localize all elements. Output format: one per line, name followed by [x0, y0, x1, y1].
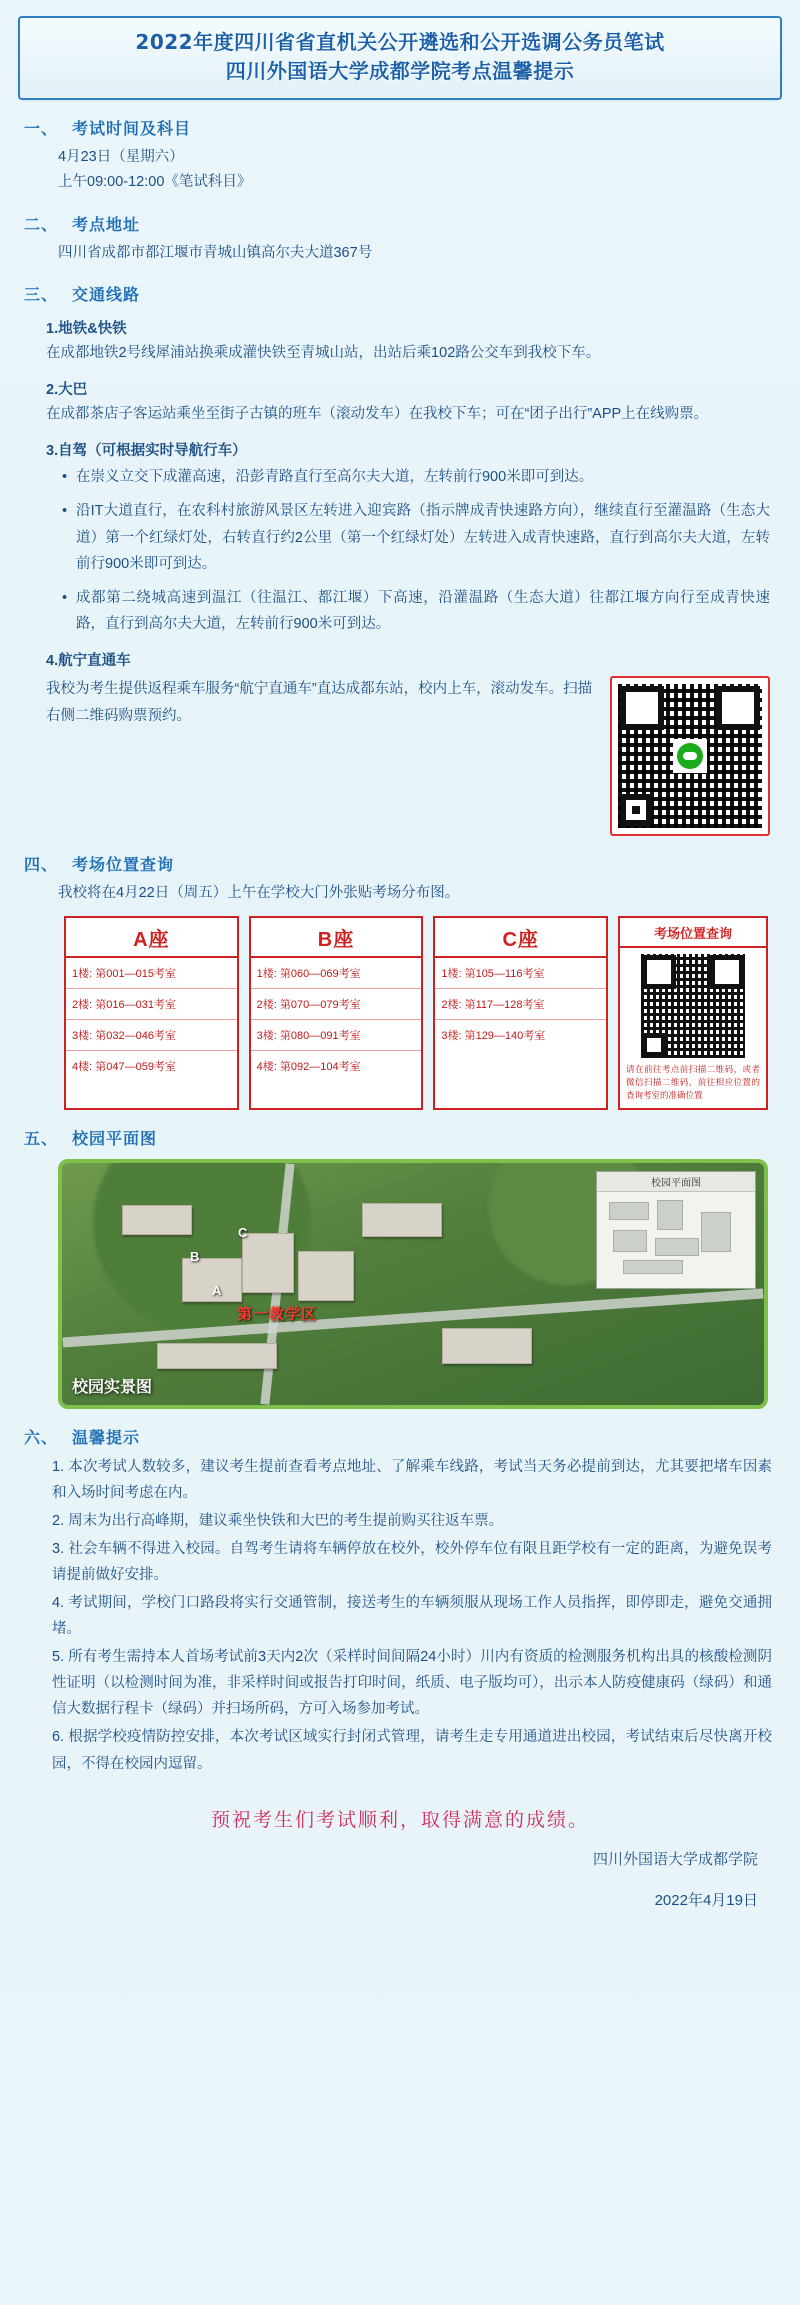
- campus-photo-map: [58, 1159, 768, 1409]
- exam-date: 4月23日（星期六）: [58, 149, 184, 165]
- room-card-a-title: A座: [66, 918, 237, 958]
- room-card-b: [249, 916, 424, 1109]
- campus-plan-inset-title: 校园平面图: [597, 1172, 755, 1192]
- tips-list: [18, 1454, 782, 1777]
- header-banner: [18, 16, 782, 100]
- section-1-number: 一、: [24, 121, 59, 138]
- map-building: [362, 1203, 442, 1237]
- map-building: [157, 1343, 277, 1369]
- transit-bus-body: 在成都茶店子客运站乘坐至街子古镇的班车（滚动发车）在我校下车；可在“团子出行”APP上在线购票。: [46, 406, 709, 423]
- list-item: 1. 本次考试人数较多，建议考生提前查看考点地址、了解乘车线路，考试当天务必提前到达，尤其要把堵车因素和入场时间考虑在内。: [52, 1458, 772, 1501]
- map-label-a: A: [212, 1282, 222, 1298]
- table-row: 3楼: 第080—091考室: [251, 1020, 422, 1051]
- transit-drive-heading: 3.自驾（可根据实时导航行车）: [46, 443, 247, 460]
- table-row: 2楼: 第070—079考室: [251, 989, 422, 1020]
- section-6-title: [24, 1425, 782, 1448]
- table-row: 2楼: 第117—128考室: [435, 989, 606, 1020]
- section-2-heading: 考点地址: [72, 216, 141, 234]
- section-2-title: [24, 212, 782, 235]
- section-5-number: 五、: [24, 1130, 59, 1148]
- venue-address: 四川省成都市都江堰市青城山镇高尔夫大道367号: [58, 244, 373, 261]
- seat-lookup-qr-code-icon[interactable]: [641, 954, 745, 1058]
- section-4-number: 四、: [24, 856, 59, 874]
- list-item: 3. 社会车辆不得进入校园。自驾考生请将车辆停放在校外，校外停车位有限且距学校有一定的距离，为避免误考请提前做好安排。: [52, 1540, 772, 1583]
- transit-metro-heading: 1.地铁&快铁: [46, 321, 127, 338]
- exam-room-tables: [64, 916, 768, 1109]
- shuttle-qr-box[interactable]: [610, 676, 770, 836]
- table-row: 1楼: 第105—116考室: [435, 958, 606, 989]
- seat-lookup-card[interactable]: [618, 916, 768, 1109]
- room-card-a: [64, 916, 239, 1109]
- table-row: 1楼: 第060—069考室: [251, 958, 422, 989]
- seat-lookup-note: 请在前往考点前扫描二维码，或者微信扫描二维码，前往相应位置的查询考室的准确位置: [626, 1064, 761, 1100]
- table-row: 3楼: 第129—140考室: [441, 1030, 546, 1043]
- section-3-title: [24, 282, 782, 305]
- campus-plan-inset-body: [597, 1192, 755, 1286]
- list-item: 2. 周末为出行高峰期，建议乘坐快铁和大巴的考生提前购买往返车票。: [52, 1512, 504, 1529]
- table-row: 4楼: 第092—104考室: [256, 1061, 361, 1074]
- seating-chart-notice: 我校将在4月22日（周五）上午在学校大门外张贴考场分布图。: [58, 884, 460, 901]
- map-teaching-area-label: 第一教学区: [237, 1305, 318, 1323]
- shuttle-block: [46, 676, 770, 836]
- section-6-heading: 温馨提示: [72, 1429, 141, 1447]
- map-building: [442, 1328, 532, 1364]
- transit-metro-body: 在成都地铁2号线犀浦站换乘成灌快铁至青城山站，出站后乘102路公交车到我校下车。: [46, 345, 601, 362]
- room-card-c: [433, 916, 608, 1109]
- signature-org: 四川外国语大学成都学院: [592, 1850, 758, 1868]
- table-row: 3楼: 第032—046考室: [66, 1020, 237, 1051]
- list-item: • 在崇义立交下成灌高速，沿彭青路直行至高尔夫大道，左转前行900米即可到达。: [62, 464, 770, 490]
- section-6-number: 六、: [24, 1429, 59, 1447]
- map-building: [242, 1233, 294, 1293]
- room-card-b-title: B座: [251, 918, 422, 958]
- list-item: • 成都第二绕城高速到温江（往温江、都江堰）下高速，沿灌温路（生态大道）往都江堰方向行至成青快速路，直行到高尔夫大道，左转前行900米可到达。: [62, 585, 770, 637]
- banner-line-1: 2022年度四川省省直机关公开遴选和公开选调公务员笔试: [135, 30, 665, 54]
- transit-shuttle-heading: 4.航宁直通车: [46, 652, 131, 669]
- transit-drive-list: [62, 464, 770, 637]
- table-row: 4楼: 第047—059考室: [72, 1061, 176, 1074]
- transit-shuttle-body: 我校为考生提供返程乘车服务“航宁直通车”直达成都东站，校内上车，滚动发车。扫描右侧二维码购票预约。: [46, 680, 593, 724]
- campus-photo-caption: 校园实景图: [72, 1378, 153, 1396]
- signature-date: 2022年4月19日: [654, 1891, 758, 1909]
- section-5-title: [24, 1126, 782, 1149]
- shuttle-qr-code-icon[interactable]: [618, 684, 762, 828]
- section-5-heading: 校园平面图: [72, 1130, 158, 1148]
- map-building: [122, 1205, 192, 1235]
- section-2-number: 二、: [24, 216, 59, 234]
- map-road: [63, 1288, 764, 1347]
- closing-wish: 预祝考生们考试顺利，取得满意的成绩。: [210, 1808, 589, 1831]
- list-item: 6. 根据学校疫情防控安排，本次考试区域实行封闭式管理，请考生走专用通道进出校园，考试结束后尽快离开校园，不得在校园内逗留。: [52, 1729, 772, 1772]
- map-label-b: B: [190, 1248, 200, 1264]
- map-label-c: C: [238, 1224, 248, 1240]
- table-row: 2楼: 第016—031考室: [66, 989, 237, 1020]
- map-building: [298, 1251, 354, 1301]
- section-3-number: 三、: [24, 287, 59, 305]
- section-1-heading: 考试时间及科目: [72, 121, 192, 138]
- exam-time-subject: 上午09:00-12:00《笔试科目》: [58, 174, 252, 191]
- room-card-c-title: C座: [435, 918, 606, 958]
- list-item: 4. 考试期间，学校门口路段将实行交通管制，接送考生的车辆须服从现场工作人员指挥，即停即走，避免交通拥堵。: [52, 1594, 772, 1638]
- table-row: 1楼: 第001—015考室: [66, 958, 237, 989]
- list-item: 5. 所有考生需持本人首场考试前3天内2次（采样时间间隔24小时）川内有资质的检测服务机构出具的核酸检测阴性证明（以检测时间为准，非采样时间或报告打印时间，纸质、电子版均可），出示本人防疫健康码（绿码）和通信大数据行程卡（绿码）并扫场所码，方可入场参加考试。: [52, 1649, 772, 1718]
- section-4-title: [24, 852, 782, 875]
- campus-plan-inset: [596, 1171, 756, 1289]
- seat-lookup-title: 考场位置查询: [620, 918, 766, 948]
- section-1-title: [24, 116, 782, 139]
- section-3-heading: 交通线路: [72, 287, 141, 305]
- transit-bus-heading: 2.大巴: [46, 382, 88, 399]
- banner-line-2: 四川外国语大学成都学院考点温馨提示: [225, 59, 575, 83]
- list-item: • 沿IT大道直行，在农科村旅游风景区左转进入迎宾路（指示牌成青快速路方向），继续直行至灌温路（生态大道）第一个红绿灯处，右转直行约2公里（第一个红绿灯处）左转进入成青快速路，直行到高尔夫大道，左转前行900米即可到达。: [62, 498, 770, 576]
- section-4-heading: 考场位置查询: [72, 856, 175, 874]
